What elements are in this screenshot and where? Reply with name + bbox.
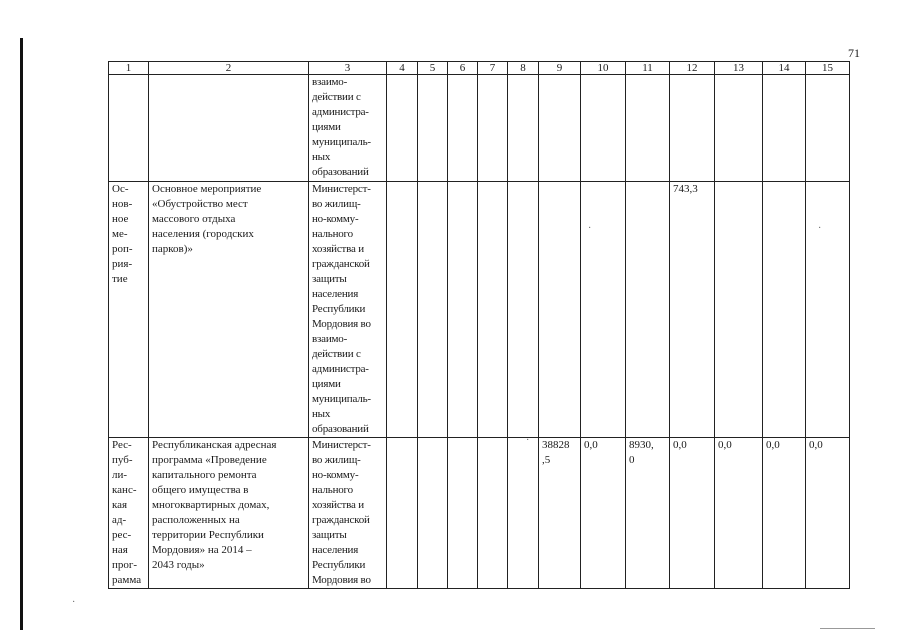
- page-number: 71: [848, 46, 860, 60]
- row-executor-cell: взаимо- действии с администра- циями муниципаль- ных образований: [309, 75, 387, 182]
- value-cell: [539, 75, 581, 182]
- corner-line: [820, 628, 875, 629]
- scan-speck: ·: [588, 223, 592, 234]
- value-cell: [806, 182, 850, 438]
- row-executor-cell: Министерст- во жилищ- но-комму- нального хозяйства и гражданской защиты населения Республики Мордовия во: [309, 438, 387, 589]
- table-row: [109, 182, 850, 438]
- scan-speck: ·: [818, 223, 822, 234]
- value-cell: 8930, 0: [626, 438, 670, 589]
- value-cell: [418, 75, 448, 182]
- row-type-cell: Рес- пуб- ли- канс- кая ад- рес- ная прог- рамма: [109, 438, 149, 589]
- header-cell: 14: [763, 62, 806, 75]
- value-cell: [508, 435, 539, 589]
- value-cell: 38828 ,5: [539, 438, 581, 589]
- value-cell: [418, 182, 448, 438]
- table-row: [109, 75, 850, 182]
- header-cell: 3: [309, 62, 387, 75]
- value-cell: [387, 438, 418, 589]
- value-cell: [539, 182, 581, 438]
- value-cell: [448, 438, 478, 589]
- value-cell: [670, 75, 715, 182]
- table-row: [109, 438, 850, 589]
- scan-speck: ·: [72, 597, 76, 608]
- scan-speck: ·: [526, 435, 530, 446]
- value-cell: 743,3: [670, 182, 715, 438]
- value-cell: [418, 438, 448, 589]
- value-cell: [715, 75, 763, 182]
- scan-edge-bar: [20, 38, 23, 630]
- header-cell: 8: [508, 62, 539, 75]
- header-cell: 10: [581, 62, 626, 75]
- row-title-cell: [149, 75, 309, 182]
- value-cell: 0,0: [715, 438, 763, 589]
- row-type-cell: Ос- нов- ное ме- роп- рия- тие: [109, 182, 149, 438]
- value-cell: [806, 75, 850, 182]
- value-cell: [448, 75, 478, 182]
- value-cell: [626, 75, 670, 182]
- value-cell: [387, 75, 418, 182]
- value-cell: [508, 75, 539, 182]
- value-cell: [763, 75, 806, 182]
- value-cell: 0,0: [763, 438, 806, 589]
- value-cell: 0,0: [806, 438, 850, 589]
- header-cell: 12: [670, 62, 715, 75]
- value-cell: [715, 182, 763, 438]
- value-cell: 0,0: [581, 438, 626, 589]
- header-cell: 5: [418, 62, 448, 75]
- header-cell: 2: [149, 62, 309, 75]
- value-cell: [478, 438, 508, 589]
- row-executor-cell: Министерст- во жилищ- но-комму- нального хозяйства и гражданской защиты населения Республики Мордовия во взаимо- действии с администра- циями муниципаль- ных образований: [309, 182, 387, 438]
- value-cell: [626, 182, 670, 438]
- column-numbers-row: [109, 62, 850, 75]
- value-cell: [387, 182, 418, 438]
- value-cell: [478, 75, 508, 182]
- value-cell: [448, 182, 478, 438]
- header-cell: 1: [109, 62, 149, 75]
- value-cell: [763, 182, 806, 438]
- header-cell: 6: [448, 62, 478, 75]
- header-cell: 7: [478, 62, 508, 75]
- value-cell: [581, 182, 626, 438]
- header-cell: 11: [626, 62, 670, 75]
- row-type-cell: [109, 75, 149, 182]
- row-title-cell: Основное мероприятие «Обустройство мест массового отдыха населения (городских парков)»: [149, 182, 309, 438]
- value-cell: [478, 182, 508, 438]
- header-cell: 9: [539, 62, 581, 75]
- header-cell: 4: [387, 62, 418, 75]
- value-cell: [581, 75, 626, 182]
- header-cell: 13: [715, 62, 763, 75]
- value-cell: [508, 182, 539, 438]
- header-cell: 15: [806, 62, 850, 75]
- value-cell: 0,0: [670, 438, 715, 589]
- row-title-cell: Республиканская адресная программа «Проведение капитального ремонта общего имущества в многоквартирных домах, расположенных на территории Республики Мордовия» на 2014 – 2043 годы»: [149, 438, 309, 589]
- budget-table: [108, 61, 850, 589]
